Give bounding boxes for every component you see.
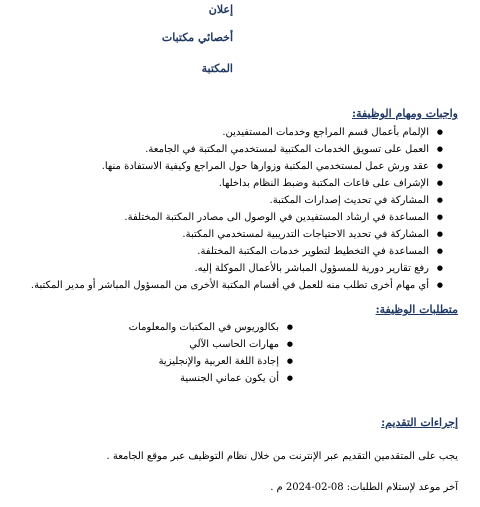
list-item: ● المساعدة في التخطيط لتطوير خدمات المكتبة المختلفة. bbox=[31, 243, 445, 260]
application-deadline: آخر موعد لإستلام الطلبات: 08-02-2024 م . bbox=[270, 482, 458, 493]
list-item: ● المساعدة في ارشاد المستفيدين في الوصول الى مصادر المكتبة المختلفة. bbox=[31, 209, 445, 226]
list-item: ● المشاركة في تحديد الاحتياجات التدريبية لمستخدمي المكتبة. bbox=[31, 226, 445, 243]
duties-heading: واجبات ومهام الوظيفة: bbox=[352, 107, 458, 120]
application-heading: إجراءات التقديم: bbox=[381, 416, 458, 429]
list-item: ● الإشراف على قاعات المكتبة وضبط النظام بداخلها. bbox=[31, 175, 445, 192]
duties-list bbox=[31, 124, 445, 294]
list-item: ● المشاركة في تحديث إصدارات المكتبة. bbox=[31, 192, 445, 209]
requirements-list bbox=[129, 319, 295, 387]
announcement-title: إعلان bbox=[208, 3, 233, 16]
list-item: ● عقد ورش عمل لمستخدمي المكتبة وزوارها حول المراجع وكيفية الاستفادة منها. bbox=[31, 158, 445, 175]
list-item: ● أن يكون عماني الجنسية bbox=[129, 370, 295, 387]
list-item: ● أي مهام أخرى تطلب منه للعمل في أقسام المكتبة الأخرى من المسؤول المباشر أو مدير المكتبة. bbox=[31, 277, 445, 294]
list-item: ● إجادة اللغة العربية والإنجليزية bbox=[129, 353, 295, 370]
list-item: ● مهارات الحاسب الآلي bbox=[129, 336, 295, 353]
list-item: ● رفع تقارير دورية للمسؤول المباشر بالأعمال الموكلة إليه. bbox=[31, 260, 445, 277]
department-title: المكتبة bbox=[201, 62, 233, 75]
list-item: ● الإلمام بأعمال قسم المراجع وخدمات المستفيدين. bbox=[31, 124, 445, 141]
application-instructions: يجب على المتقدمين التقديم عبر الإنترنت من خلال نظام التوظيف عبر موقع الجامعة . bbox=[106, 451, 458, 462]
requirements-heading: متطلبات الوظيفة: bbox=[375, 303, 458, 316]
position-title: أخصائي مكتبات bbox=[161, 31, 233, 44]
list-item: ● العمل على تسويق الخدمات المكتبية لمستخدمي المكتبة في الجامعة. bbox=[31, 141, 445, 158]
list-item: ● بكالوريوس في المكتبات والمعلومات bbox=[129, 319, 295, 336]
